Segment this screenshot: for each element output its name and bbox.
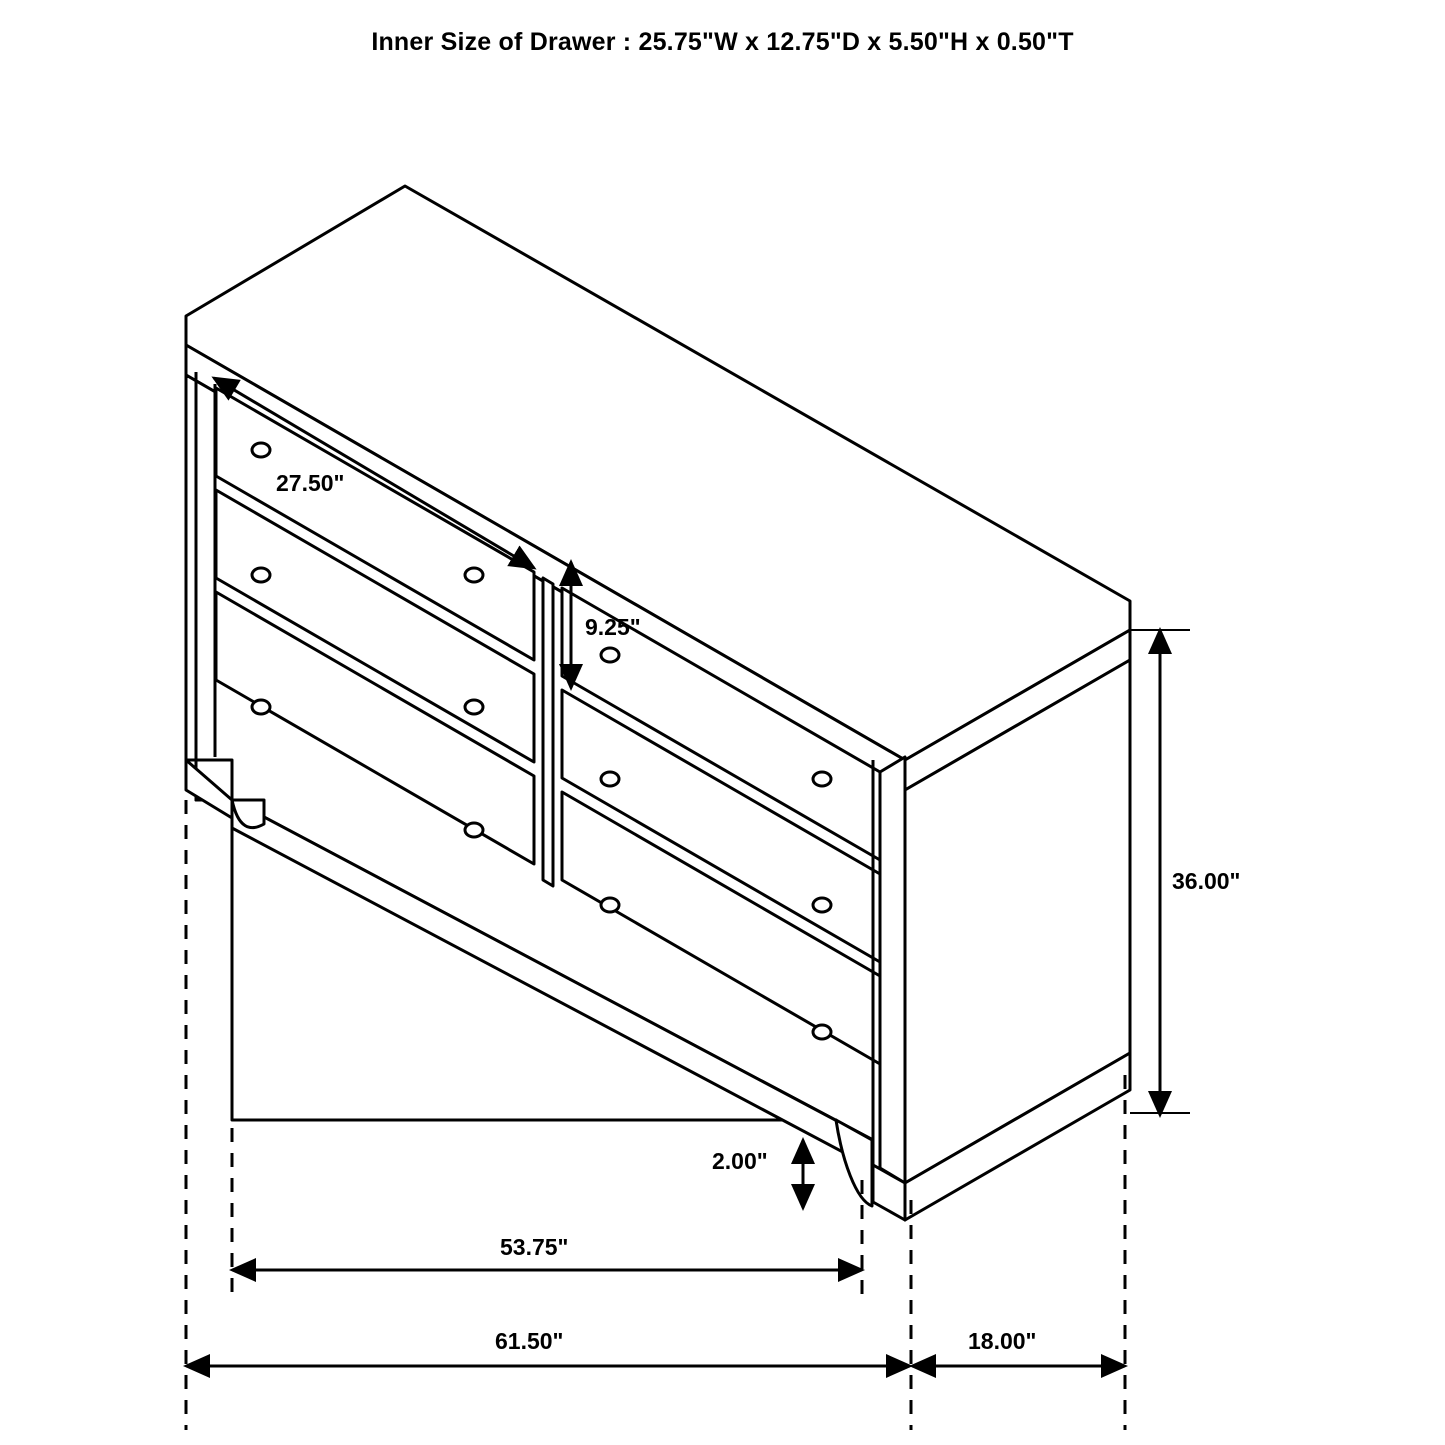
dresser-body <box>186 186 1130 1220</box>
dimension-overall-width: 61.50" <box>495 1328 564 1354</box>
dimension-overall-height: 36.00" <box>1172 868 1241 894</box>
dimension-base-clearance: 2.00" <box>712 1148 768 1174</box>
dimension-case-width: 53.75" <box>500 1234 569 1260</box>
dimension-drawer-height: 9.25" <box>585 614 641 640</box>
dimension-overall-depth: 18.00" <box>968 1328 1037 1354</box>
page-title: Inner Size of Drawer : 25.75"W x 12.75"D x 5.50"H x 0.50"T <box>371 28 1074 56</box>
dimension-drawer-width: 27.50" <box>276 470 345 496</box>
